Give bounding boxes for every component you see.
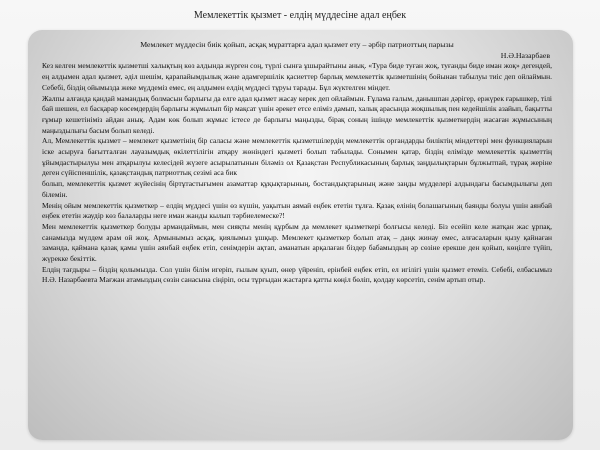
paragraph-1: Кез келген мемлекеттік қызметші халықтың көз алдында жүрген соң, түрлі сынға ұшырайтыны анық. «Тура биде туған жоқ, туғанды биде иман жоқ» дегендей, ең алдымен адал қызмет, әділ шешім, қарапайымдылық және адамгершілік қасиеттер барлық мемлекеттік қызметшінің бойынан табылуы тиіс деп ойлаймын. Себебі, біздің ойымызда жеке мүддеміз емес, ең алдымен елдің мүддесі тұруы тарады. Бұл жүктелген міндет. [42,61,552,92]
paragraph-6: Мен мемлекеттік қызметкер болуды армандаймын, мен сияқты менің құрбым да мемлекет қызметкері болғысы келеді. Біз есейіп келе жатқан жас ұрпақ, санамызда мүлдем арам ой жоқ. Армынымыз асқақ, қиялымыз ұшқыр. Мемлекет қызметкер болып атақ – даңк жинау емес, алғасаларын қызу қайнаған заманда, қаймана қазақ қамы үшін аянбай еңбек етіп, сенімдерін ақтап, аманатын арқалаған біздер бабамыздың әр сөзіне ерекше ден қойып, көңілге түйіп, жүрекке бекіттік. [42,221,552,264]
document-heading: Мемлекет мүддесін биік қойып, асқақ мұраттарға адал қызмет ету – әрбір патриоттың парызы [140,40,454,49]
paragraph-2: Жалпы алғанда қандай мамандық болмасын барлығы да елге адал қызмет жасау керек деп ойлаймын. Ғұлама ғалым, данышпан дәрігер, ержүрек ғарышкер, тілі бай шешен, ел басқарар көсемдердің барлығы жұмылып бір мақсат үшін әрекет етсе еліміз дамып, халық арасында жоқшылық пен кедейшілік азайып, бақытты ғұмыр кешетініміз айдан анық. Адам көк болып жұмыс істесе де барлығы маңызды, бірақ соның ішінде мемлекеттік қызметкердің жасаған жұмысының маңыздылығы басым болып келеді. [42,93,552,135]
document-author: Н.Ә.Назарбаев [500,50,550,60]
paragraph-3: Ал, Мемлекеттік қызмет – мемлекет қызметінің бір саласы және мемлекеттік қызметшілердің мемлекеттік органдарды биліктің міндеттері мен функцияларын іске асыруға бағытталған лауазымдық өкілеттілігін атқару жөніндегі қызметі болып табылады. Сонымен қатар, біздің елімізде мемлекеттік қызметтің ұйымдастырылуы мен атқарылуы келесідей жүзеге асырылатынын біләміз ол Қазақстан Республикасының барлық заңдылықтарын бұлжытпай, тұрақ жеріне деген сүйіспеншілік, қазақстандық патриоттық сезімі аса бик [42,136,552,178]
document-body [42,40,552,440]
paragraph-5: Менің ойым мемлекеттік қызметкер – елдің мүддесі үшін өз күшін, уақытын аямай еңбек ететін тұлға. Қазақ елінің болашағының баянды болуы үшін аянбай еңбек ететін жаудір көз балаларды неге иман жанды кылып тәрбиелемеске?! [42,200,552,221]
page-title: Мемлекеттік қызмет - елдің мүддесіне адал еңбек [193,10,407,21]
paragraph-7: Елдің тағдыры – біздің қолымызда. Сол үшін білім игеріп, ғылым қуып, өнер үйреніп, ерінбей еңбек етіп, ел игілігі үшін қызмет етеміз. Себебі, елбасымыз Н.Ә. Назарбаевта Мағжан атамыздың сөзін санасына сіңіріп, осы тұрғыдан жастарға қатты көңіл бөліп, қолдау көрсетіп, сенім артып отыр. [42,264,552,285]
paragraph-4: болып, мемлекеттік қызмет жүйесінің біртұтастығымен азаматтар құқықтарының, бостандықтарының және заңды мүдделері алдындағы басымдылығы деп білемін. [42,179,552,199]
